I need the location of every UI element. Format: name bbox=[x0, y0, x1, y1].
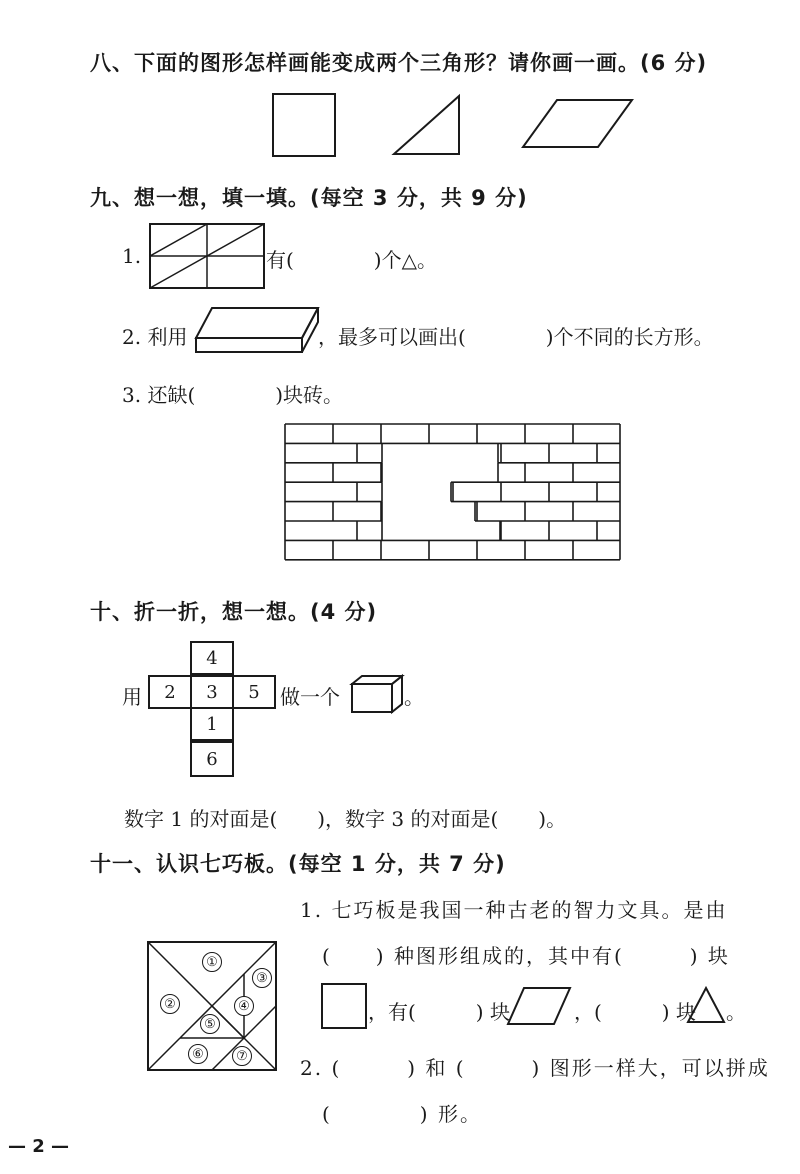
q1-text: 有( )个△。 bbox=[266, 248, 437, 272]
section-11-q2-line2: ( ) 形。 bbox=[322, 1102, 482, 1126]
section-10-prefix: 用 bbox=[122, 685, 142, 709]
section-11-q1-line3a: ，有( ) 块 bbox=[368, 1000, 510, 1024]
net-cell-below: 1 bbox=[190, 707, 234, 741]
tangram-piece-7-label: ⑦ bbox=[232, 1046, 252, 1066]
q2-number: 2. 利用 bbox=[122, 325, 188, 349]
section-10-title: 十、折一折，想一想。(4 分) bbox=[90, 600, 378, 624]
net-cell-bottom: 6 bbox=[190, 741, 234, 777]
section-11-q1-line1: 1. 七巧板是我国一种古老的智力文具。是由 bbox=[300, 898, 728, 922]
section-11-q1-line2: ( ) 种图形组成的，其中有( ) 块 bbox=[322, 944, 730, 968]
net-cell-right: 5 bbox=[232, 675, 276, 709]
net-cell-top: 4 bbox=[190, 641, 234, 675]
section-10-suffix: 做一个 bbox=[280, 685, 340, 709]
parallelogram-shape bbox=[508, 988, 570, 1024]
section-9-title: 九、想一想，填一填。(每空 3 分，共 9 分) bbox=[90, 186, 528, 210]
section-8-title: 八、下面的图形怎样画能变成两个三角形？请你画一画。(6 分) bbox=[90, 51, 708, 75]
net-cell-left: 2 bbox=[148, 675, 192, 709]
square-shape bbox=[322, 984, 366, 1028]
section-11-title: 十一、认识七巧板。(每空 1 分，共 7 分) bbox=[90, 852, 506, 876]
tangram-piece-2-label: ② bbox=[160, 994, 180, 1014]
section-10-question: 数字 1 的对面是( )，数字 3 的对面是( )。 bbox=[124, 807, 567, 831]
section-11-q1-line3c: 。 bbox=[726, 1000, 746, 1024]
tangram-piece-3-label: ③ bbox=[252, 968, 272, 988]
tangram-piece-6-label: ⑥ bbox=[188, 1044, 208, 1064]
tangram-piece-5-label: ⑤ bbox=[200, 1014, 220, 1034]
q3-text: 3. 还缺( )块砖。 bbox=[122, 383, 344, 407]
section-11-q2-line1: 2. ( ) 和 ( ) 图形一样大，可以拼成 bbox=[300, 1056, 770, 1080]
net-cell-center: 3 bbox=[190, 675, 234, 709]
q2-text: ，最多可以画出( )个不同的长方形。 bbox=[318, 325, 714, 349]
page-number: — 2 — bbox=[8, 1136, 70, 1157]
tangram-piece-4-label: ④ bbox=[234, 996, 254, 1016]
section-10-end: 。 bbox=[404, 685, 424, 709]
q1-number: 1. bbox=[122, 244, 142, 268]
section-11-q1-line3b: ，( ) 块 bbox=[574, 1000, 696, 1024]
tangram-piece-1-label: ① bbox=[202, 952, 222, 972]
